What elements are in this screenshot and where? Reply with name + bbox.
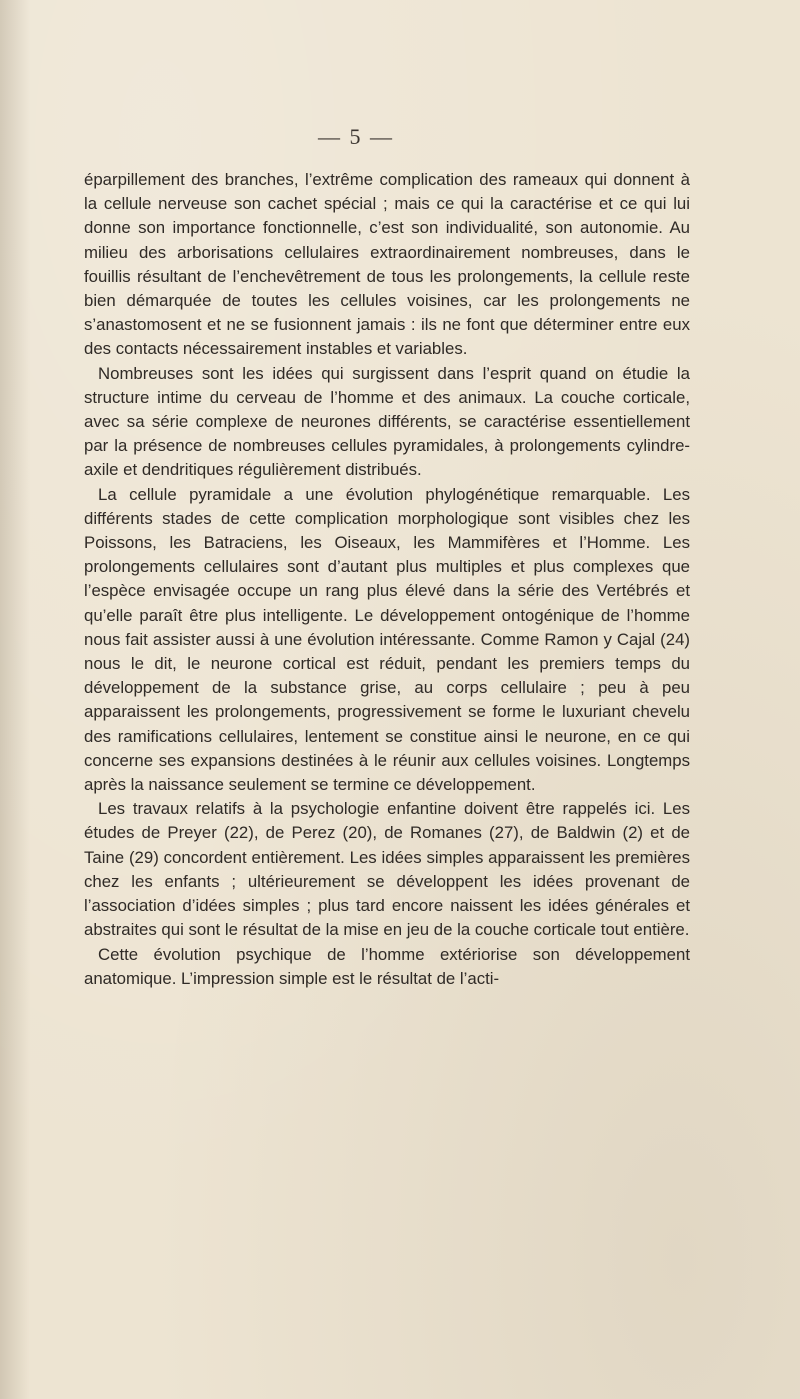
paragraph: La cellule pyramidale a une évolution phylogénétique remarquable. Les différents stades de cette complication morphologique sont visibles chez les Poissons, les Batraciens, les Oiseaux, les Mammifères et l’Homme. Les prolongements cellulaires sont d’autant plus multiples et plus complexes que l’espèce envisagée occupe un rang plus élevé dans la série des Vertébrés et qu’elle paraît être plus intelligente. Le développement ontogénique de l’homme nous fait assister aussi à une évolution intéressante. Comme Ramon y Cajal (24) nous le dit, le neurone cortical est réduit, pendant les premiers temps du développement de la substance grise, au corps cellulaire ; peu à peu apparaissent les prolongements, progressivement se forme le luxuriant chevelu des ramifications cellulaires, lentement se constitue ainsi le neurone, en ce qui concerne ses expansions destinées à le réunir aux cellules voisines. Longtemps après la naissance seulement se termine ce développement. bbox=[84, 484, 690, 795]
paragraph: éparpillement des branches, l’extrême complication des rameaux qui donnent à la cellule nerveuse son cachet spécial ; mais ce qui la caractérise et ce qui lui donne son importance fonctionnelle, c’est son individualité, son autonomie. Au milieu des arborisations cellulaires extraordinairement nombreuses, dans le fouillis résultant de l’enchevêtrement de tous les prolongements, la cellule reste bien démarquée de toutes les cellules voisines, car les prolongements ne s’anastomosent et ne se fusionnent jamais : ils ne font que déterminer entre eux des contacts nécessairement instables et variables. bbox=[84, 170, 690, 359]
page-number: — 5 — bbox=[318, 124, 394, 149]
page-gutter-shadow bbox=[0, 0, 30, 1399]
body-text bbox=[84, 168, 690, 991]
paragraph: Les travaux relatifs à la psychologie enfantine doivent être rappelés ici. Les études de Preyer (22), de Perez (20), de Romanes (27), de Baldwin (2) et de Taine (29) concordent entièrement. Les idées simples apparaissent les premières chez les enfants ; ultérieurement se développent les idées provenant de l’association d’idées simples ; plus tard encore naissent les idées générales et abstraites qui sont le résultat de la mise en jeu de la couche corticale tout entière. bbox=[84, 799, 690, 940]
paragraph: Nombreuses sont les idées qui surgissent dans l’esprit quand on étudie la structure intime du cerveau de l’homme et des animaux. La couche corticale, avec sa série complexe de neurones différents, se caractérise essentiellement par la présence de nombreuses cellules pyramidales, à prolongements cylindre-axile et dendritiques régulièrement distribués. bbox=[84, 363, 690, 480]
paragraph: Cette évolution psychique de l’homme extériorise son développement anatomique. L’impression simple est le résultat de l’acti- bbox=[84, 944, 690, 988]
